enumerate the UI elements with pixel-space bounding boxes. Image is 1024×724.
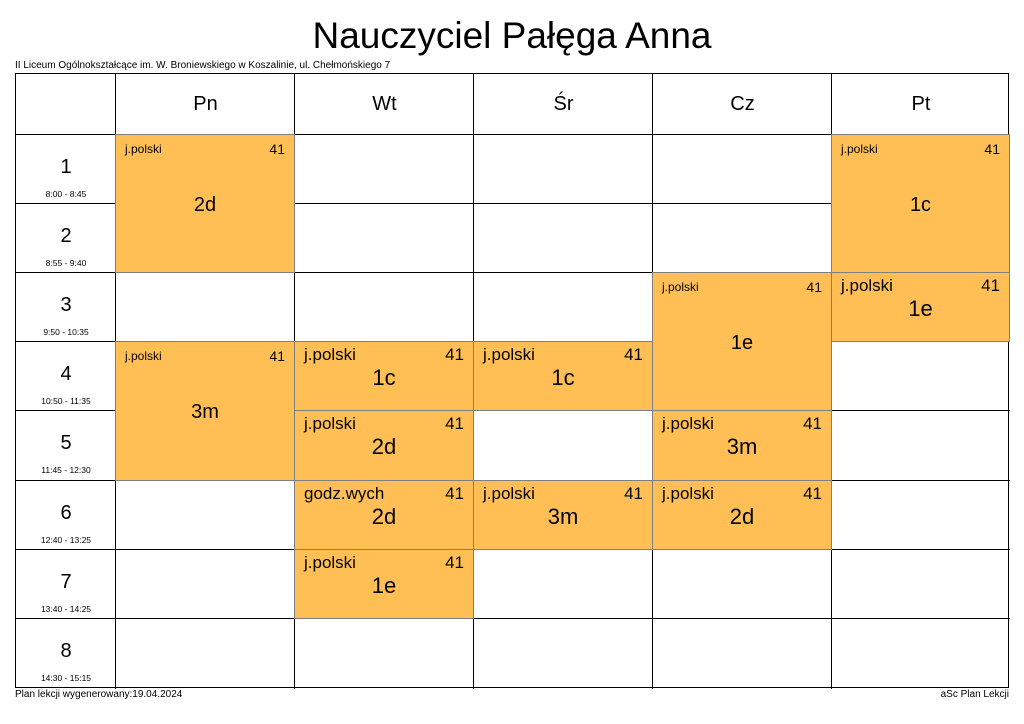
period-time: 8:55 - 9:40 <box>45 258 87 268</box>
period-time: 14:30 - 15:15 <box>40 673 92 683</box>
period-number: 2 <box>60 225 72 247</box>
lesson-class: 2d <box>729 504 755 529</box>
period-time: 8:00 - 8:45 <box>45 189 87 199</box>
period-label <box>16 342 116 411</box>
lesson-subject: j.polski <box>662 280 699 294</box>
lesson-class: 2d <box>371 434 397 459</box>
period-number: 8 <box>60 640 72 662</box>
day-header: Pn <box>193 93 218 115</box>
lesson-room: 41 <box>445 553 464 572</box>
lesson-class: 2d <box>371 504 397 529</box>
lesson-block[interactable] <box>652 272 832 411</box>
lesson-room: 41 <box>624 484 643 503</box>
period-number: 7 <box>60 571 72 593</box>
lesson-block[interactable] <box>115 134 295 273</box>
period-time: 13:40 - 14:25 <box>40 604 92 614</box>
lesson-class: 3m <box>191 401 219 423</box>
lesson-class: 1e <box>730 332 754 354</box>
lesson-subject: j.polski <box>483 345 535 364</box>
day-header: Cz <box>730 93 755 115</box>
lesson-block[interactable] <box>652 480 832 550</box>
lesson-room: 41 <box>981 276 1000 295</box>
lesson-block[interactable] <box>294 410 474 481</box>
period-label <box>16 619 116 688</box>
period-label <box>16 550 116 619</box>
lesson-block[interactable] <box>652 410 832 481</box>
period-label <box>16 135 116 204</box>
lesson-room: 41 <box>269 141 285 157</box>
period-number: 3 <box>60 294 72 316</box>
period-time: 10:50 - 11:35 <box>41 396 91 406</box>
lesson-class: 1e <box>371 573 397 598</box>
lesson-class: 3m <box>547 504 579 529</box>
lesson-subject: j.polski <box>662 484 714 503</box>
lesson-subject: godz.wych <box>304 484 385 503</box>
period-number: 1 <box>60 156 72 178</box>
day-header: Wt <box>372 93 397 115</box>
lesson-block[interactable] <box>294 480 474 550</box>
software-credit: aSc Plan Lekcji <box>940 689 1009 700</box>
period-time: 12:40 - 13:25 <box>40 535 92 545</box>
period-time: 11:45 - 12:30 <box>41 465 91 475</box>
lesson-room: 41 <box>445 414 464 433</box>
lesson-class: 1e <box>908 296 933 321</box>
generated-date: Plan lekcji wygenerowany:19.04.2024 <box>15 689 183 700</box>
lesson-room: 41 <box>806 279 822 295</box>
period-label <box>16 481 116 550</box>
lesson-room: 41 <box>803 414 822 433</box>
lesson-class: 2d <box>193 194 217 216</box>
period-label <box>16 204 116 273</box>
lesson-block[interactable] <box>473 480 653 550</box>
page-title: Nauczyciel Pałęga Anna <box>312 15 712 56</box>
period-time: 9:50 - 10:35 <box>43 327 89 337</box>
lesson-subject: j.polski <box>125 142 162 156</box>
grid-hline <box>16 618 1010 619</box>
lesson-block[interactable] <box>115 341 295 481</box>
lesson-room: 41 <box>445 484 464 503</box>
lesson-block[interactable] <box>294 341 474 411</box>
lesson-class: 1c <box>909 194 932 216</box>
lesson-subject: j.polski <box>304 414 356 433</box>
day-header: Śr <box>553 93 574 115</box>
lesson-subject: j.polski <box>662 414 714 433</box>
lesson-room: 41 <box>984 141 1000 157</box>
period-label <box>16 273 116 342</box>
lesson-room: 41 <box>445 345 464 364</box>
lesson-block[interactable] <box>831 134 1010 273</box>
day-header: Pt <box>911 93 931 115</box>
lesson-room: 41 <box>803 484 822 503</box>
lesson-block[interactable] <box>294 549 474 619</box>
school-name: II Liceum Ogólnokształcące im. W. Broniewskiego w Koszalinie, ul. Chełmońskiego 7 <box>15 60 391 71</box>
lesson-class: 1c <box>372 365 396 390</box>
lesson-room: 41 <box>269 348 285 364</box>
lesson-subject: j.polski <box>304 553 356 572</box>
lesson-block[interactable] <box>831 272 1010 342</box>
timetable-grid <box>15 73 1009 688</box>
period-number: 5 <box>60 432 72 454</box>
lesson-class: 1c <box>551 365 575 390</box>
lesson-subject: j.polski <box>483 484 535 503</box>
lesson-class: 3m <box>726 434 758 459</box>
lesson-block[interactable] <box>473 341 653 411</box>
lesson-subject: j.polski <box>841 142 878 156</box>
period-label <box>16 411 116 480</box>
lesson-room: 41 <box>624 345 643 364</box>
period-number: 6 <box>60 502 72 524</box>
lesson-subject: j.polski <box>125 349 162 363</box>
period-number: 4 <box>60 363 72 385</box>
lesson-subject: j.polski <box>841 276 893 295</box>
lesson-subject: j.polski <box>304 345 356 364</box>
